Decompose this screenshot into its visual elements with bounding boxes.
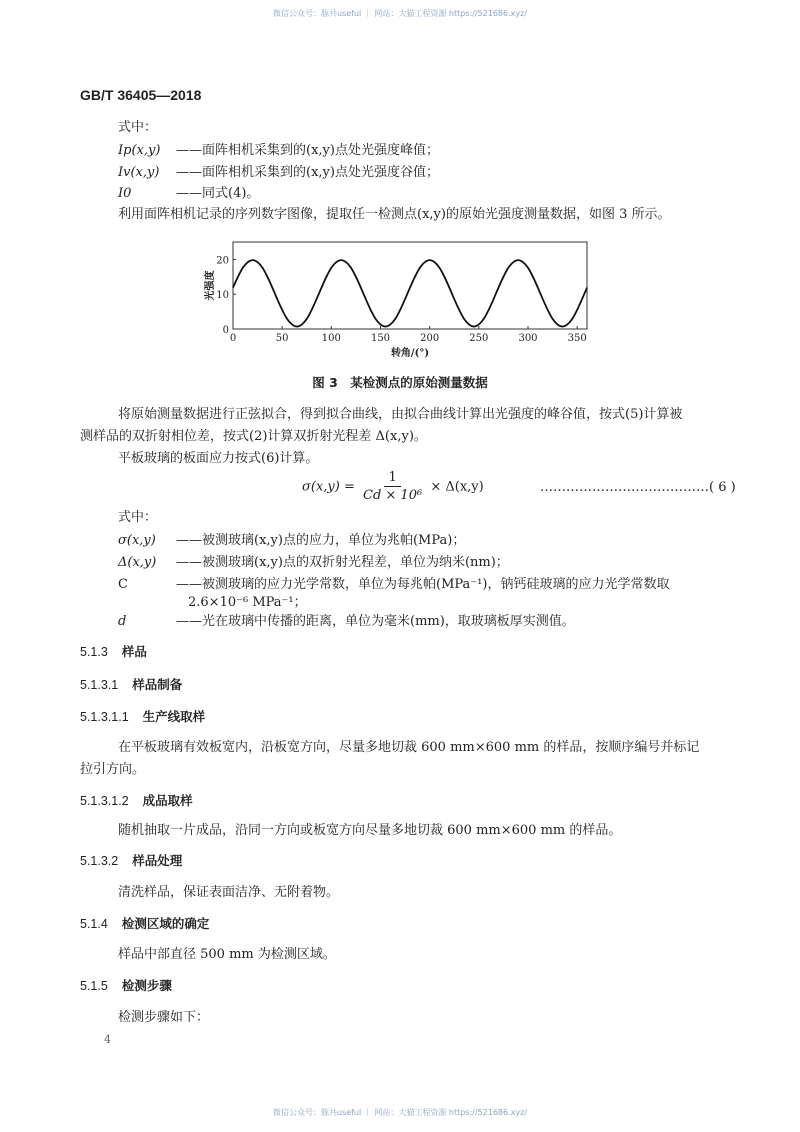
x-tick-label: 350	[567, 333, 587, 344]
series-line	[233, 260, 587, 326]
defs-intro: 式中：	[118, 120, 158, 135]
equation-number: …………………………………( 6 )	[540, 480, 736, 495]
def-item-cont: 2.6×10⁻⁶ MPa⁻¹；	[188, 595, 307, 610]
def-item: Ip(x,y) ——面阵相机采集到的(x,y)点处光强度峰值；	[118, 143, 439, 158]
paragraph: 测样品的双折射相位差，按式(2)计算双折射光程差 Δ(x,y)。	[80, 429, 427, 444]
page-number: 4	[104, 1033, 111, 1046]
watermark-bottom: 微信公众号：豚共useful ｜ 网站：大猫工程资源 https://521686.xyz/	[272, 1108, 528, 1117]
paragraph: 在平板玻璃有效板宽内，沿板宽方向，尽量多地切裁 600 mm×600 mm 的样品，按顺序编号并标记	[118, 740, 700, 755]
def-item: σ(x,y) ——被测玻璃(x,y)点的应力，单位为兆帕(MPa)；	[118, 533, 466, 548]
y-tick-label: 10	[216, 290, 229, 302]
paragraph: 将原始测量数据进行正弦拟合，得到拟合曲线，由拟合曲线计算出光强度的峰谷值，按式(5)计算被	[118, 407, 683, 422]
def-item: Δ(x,y) ——被测玻璃(x,y)点的双折射光程差，单位为纳米(nm)；	[118, 555, 509, 570]
paragraph: 利用面阵相机记录的序列数字图像，提取任一检测点(x,y)的原始光强度测量数据，如图 3 所示。	[118, 207, 671, 222]
def-item: C ——被测玻璃的应力光学常数，单位为每兆帕(MPa⁻¹)，钠钙硅玻璃的应力光学常数取	[118, 577, 670, 592]
section-heading: 5.1.4 检测区域的确定	[80, 916, 210, 931]
x-tick-label: 300	[518, 333, 538, 344]
x-tick-label: 150	[370, 333, 391, 344]
paragraph: 拉引方向。	[80, 762, 146, 777]
x-tick-label: 250	[469, 333, 489, 344]
formula-6: σ(x,y) = $\frac{1}{\text{Cd × 10⁶}}$ × Δ(x,y)	[302, 470, 484, 503]
figure-caption: 图 3 某检测点的原始测量数据	[312, 375, 488, 390]
fraction: $\frac{1}{\text{Cd × 10⁶}}$	[363, 470, 423, 503]
line-chart	[195, 236, 605, 366]
paragraph: 检测步骤如下：	[118, 1010, 210, 1025]
y-axis-label: 光强度	[205, 270, 216, 301]
paragraph: 样品中部直径 500 mm 为检测区域。	[118, 947, 336, 962]
def-item: I0 ——同式(4)。	[118, 186, 260, 201]
section-heading: 5.1.3.1 样品制备	[80, 677, 183, 692]
x-tick-label: 100	[321, 333, 341, 344]
section-heading: 5.1.3.1.2 成品取样	[80, 793, 193, 808]
section-heading: 5.1.3 样品	[80, 644, 147, 659]
standard-header: GB/T 36405—2018	[80, 87, 202, 103]
section-heading: 5.1.3.2 样品处理	[80, 853, 183, 868]
paragraph: 随机抽取一片成品，沿同一方向或板宽方向尽量多地切裁 600 mm×600 mm 的样品。	[118, 823, 622, 838]
y-tick-label: 20	[216, 255, 229, 267]
def-item: Iv(x,y) ——面阵相机采集到的(x,y)点处光强度谷值；	[118, 165, 439, 180]
watermark-top: 微信公众号：豚共useful ｜ 网站：大猫工程资源 https://521686.xyz/	[272, 9, 528, 18]
x-tick-label: 0	[229, 333, 237, 344]
x-axis-label: 转角/(°)	[390, 348, 430, 359]
y-tick-label: 0	[222, 325, 229, 336]
paragraph: 清洗样品，保证表面洁净、无附着物。	[118, 885, 340, 900]
x-tick-label: 50	[275, 333, 289, 344]
def-item: d ——光在玻璃中传播的距离，单位为毫米(mm)，取玻璃板厚实测值。	[118, 614, 575, 629]
section-heading: 5.1.5 检测步骤	[80, 978, 172, 993]
x-tick-label: 200	[420, 333, 440, 344]
defs-intro: 式中：	[118, 510, 158, 525]
paragraph: 平板玻璃的板面应力按式(6)计算。	[118, 451, 319, 466]
section-heading: 5.1.3.1.1 生产线取样	[80, 709, 206, 724]
